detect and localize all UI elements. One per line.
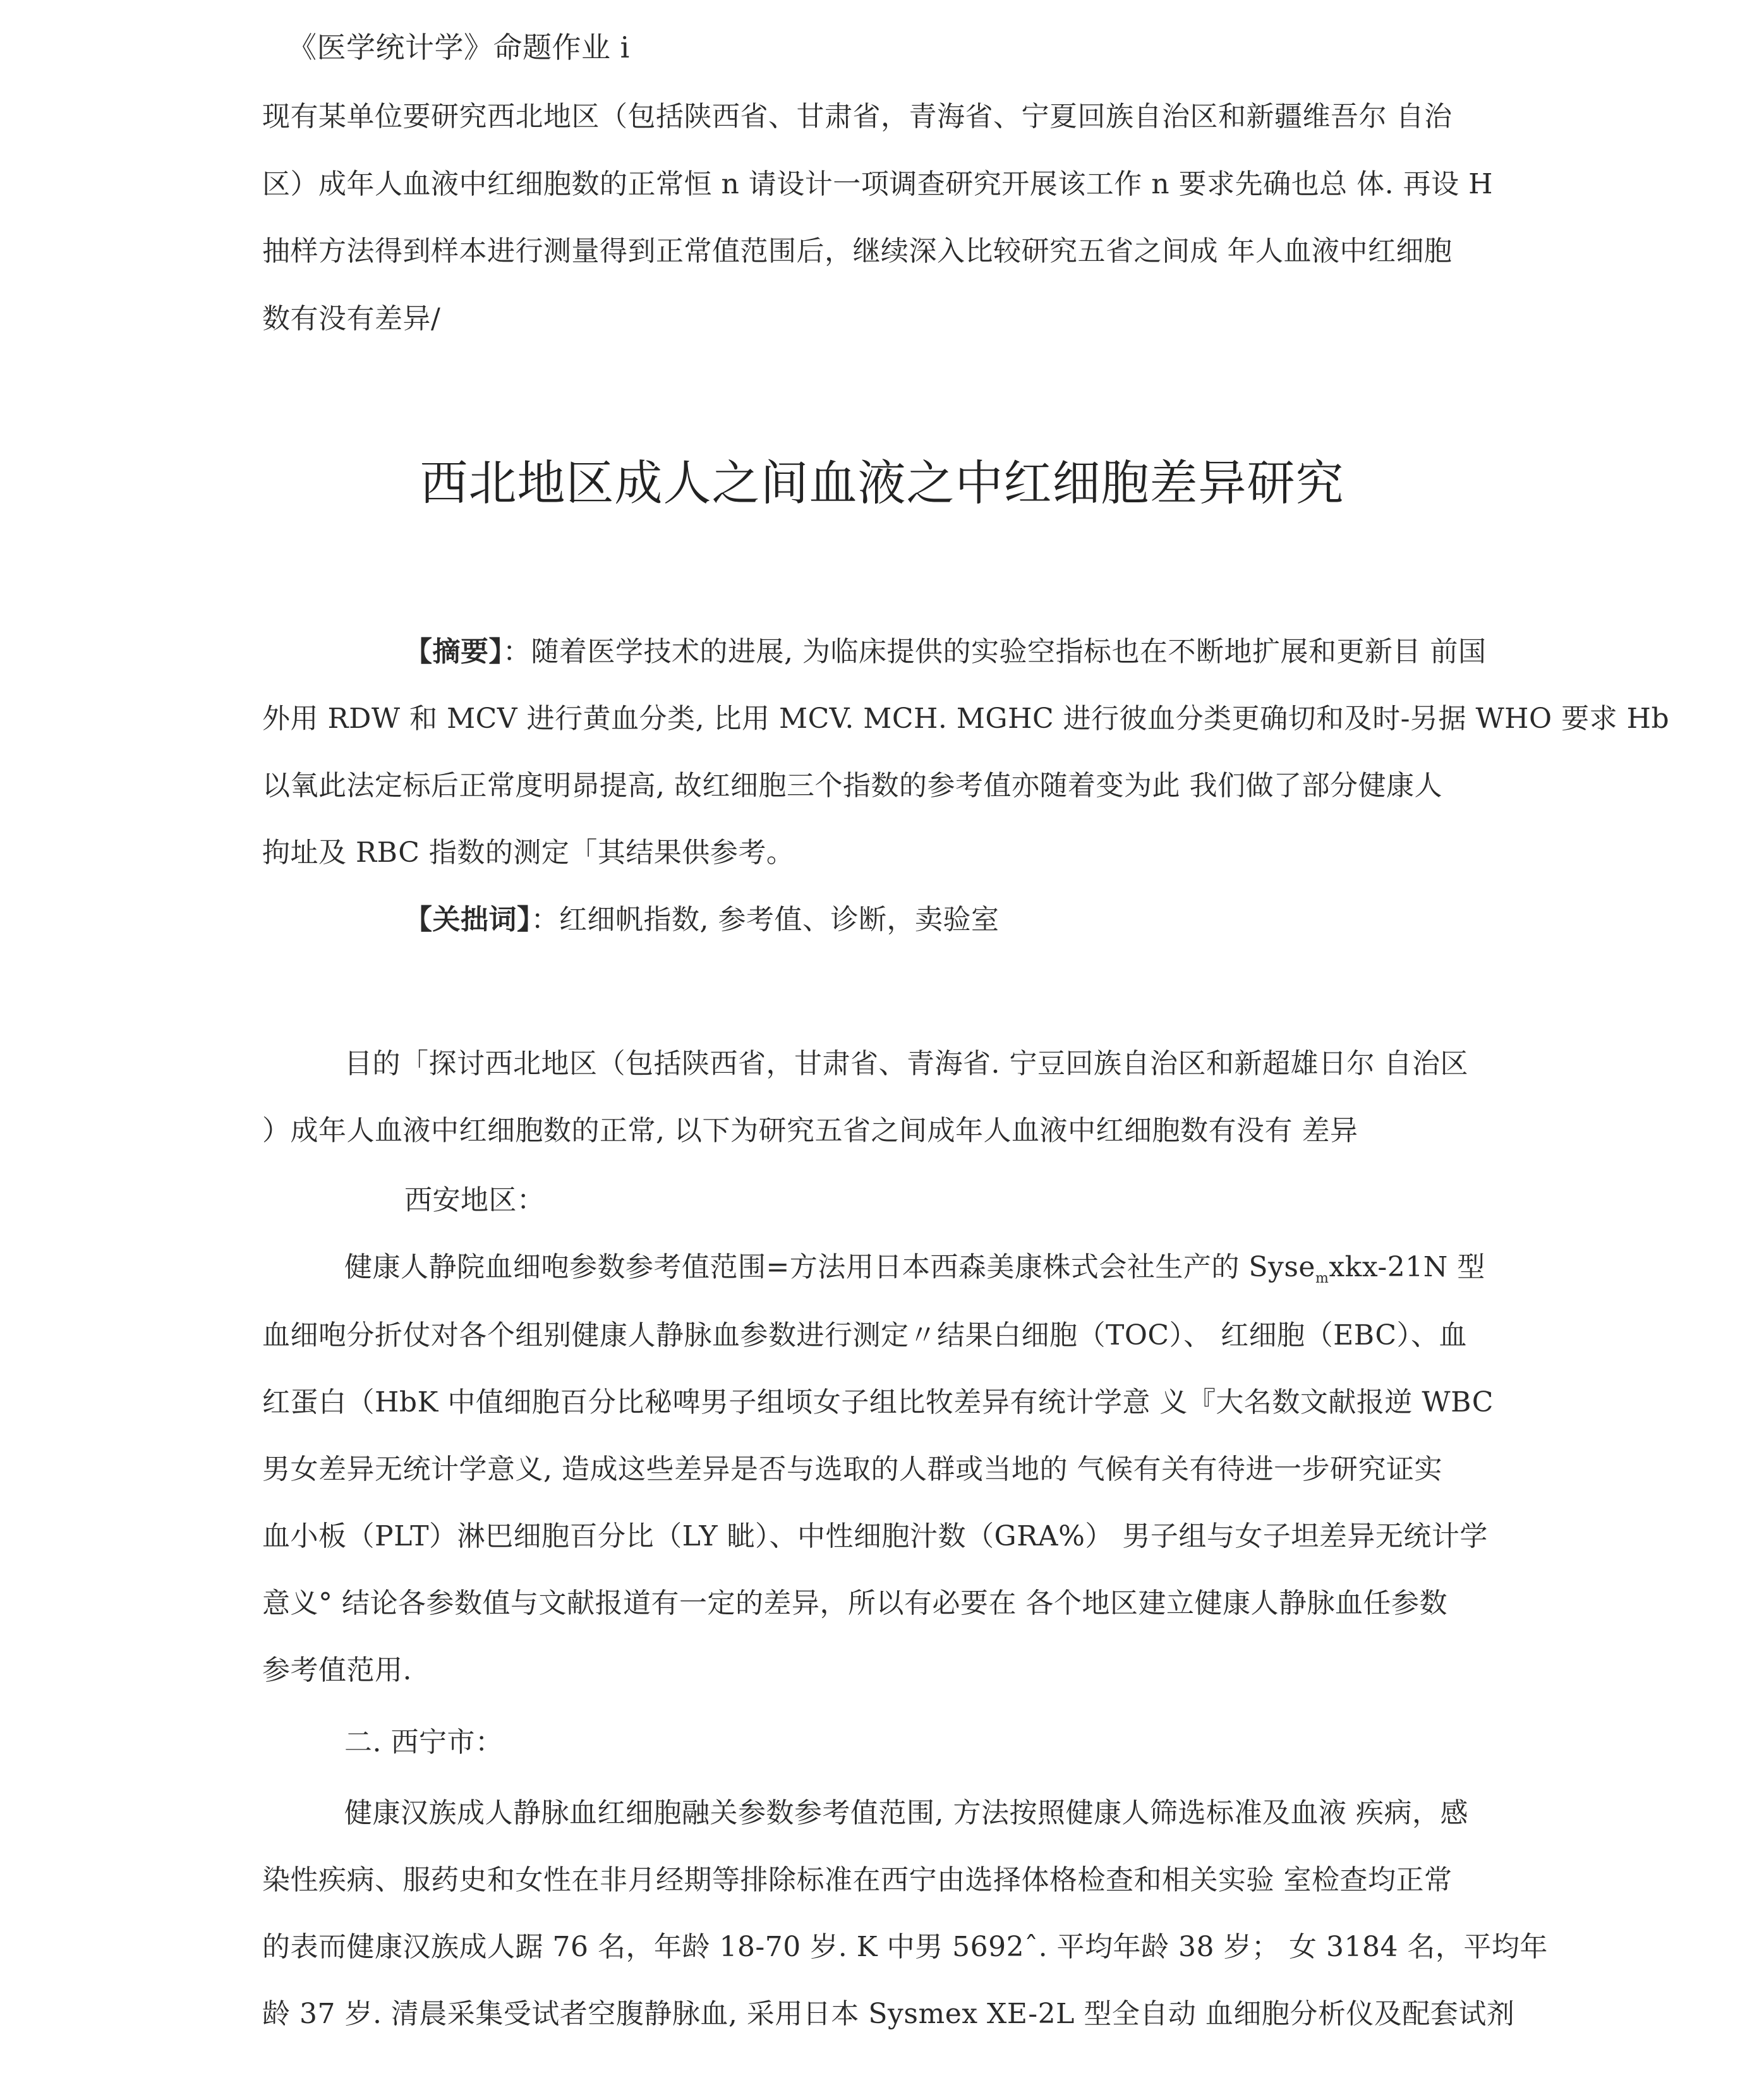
xian-heading: 西安地区：	[404, 1184, 545, 1216]
prompt-line: 抽样方法得到样本进行测量得到正常值范围后，继续深入比较研究五省之间成 年人血液中红细胞	[262, 235, 1453, 267]
keywords-text: ：红细帆指数, 参考值、诊断，卖验室	[531, 904, 1000, 936]
abstract-first-line	[404, 633, 1486, 671]
xining-line: 染性疾病、服药史和女性在非月经期等排除标准在西宁由选择体格检查和相关实验 室检查均正常	[262, 1864, 1453, 1896]
keywords-label: 【关拙词】	[404, 904, 531, 936]
prompt-line: 区）成年人血液中红细胞数的正常恒 n 请设计一项调查研究开展该工作 n 要求先确也总 体. 再设 H	[262, 168, 1493, 200]
assignment-header: 《医学统计学》命题作业 i	[287, 30, 630, 64]
xining-line: 龄 37 岁. 清晨采集受试者空腹静脉血, 采用日本 Sysmex XE-2L 型全自动 血细胞分析仪及配套试剂	[262, 1998, 1515, 2030]
abstract-line: 以氧此法定标后正常度明昴提高, 故红细胞三个指数的参考值亦随着变为此 我们做了部分健康人	[262, 770, 1442, 802]
xian-line: 血小板（PLT）淋巴细胞百分比（LY 眦）、中性细胞汁数（GRA%） 男子组与女子坦差异无统计学	[262, 1520, 1488, 1552]
xining-heading: 二. 西宁市：	[344, 1726, 504, 1758]
xining-line: 健康汉族成人静脉血红细胞融关参数参考值范围, 方法按照健康人筛选标准及血液 疾病，感	[344, 1797, 1468, 1829]
xian-line-text: 健康人静院血细咆参数参考值范围=方法用日本西森美康株式会社生产的 Syse	[344, 1251, 1315, 1283]
abstract-line: 拘址及 RBC 指数的测定「其结果供参考。	[262, 837, 795, 869]
document-title: 西北地区成人之间血液之中红细胞差异研究	[420, 455, 1344, 511]
xian-line: 血细咆分折仗对各个组别健康人静脉血参数进行测定〃结果白细胞（TOC）、 红细胞（EBC）、血	[262, 1319, 1468, 1351]
xian-first-line	[344, 1248, 1485, 1298]
prompt-line: 现有某单位要研究西北地区（包括陕西省、甘肃省，青海省、宁夏回族自治区和新疆维吾尔 自治	[262, 100, 1453, 133]
xian-line-tail: xkx-21N 型	[1329, 1251, 1485, 1283]
abstract-line: 外用 RDW 和 MCV 进行黄血分类, 比用 MCV. MCH. MGHC 进行彼血分类更确切和及时-另据 WHO 要求 Hb	[262, 703, 1670, 735]
prompt-line: 数有没有差异/	[262, 303, 441, 335]
xian-line: 参考值范用.	[262, 1654, 412, 1686]
xian-line: 红蛋白（HbK 中值细胞百分比秘啤男子组顷女子组比牧差异有统计学意 义『大名数文献报逆 WBC	[262, 1386, 1494, 1418]
abstract-label: 【摘要】	[404, 636, 503, 668]
xining-line: 的表而健康汉族成人踞 76 名，年龄 18-70 岁. K 中男 5692ˆ. 平均年龄 38 岁； 女 3184 名，平均年	[262, 1931, 1548, 1963]
purpose-line: ）成年人血液中红细胞数的正常, 以下为研究五省之间成年人血液中红细胞数有没有 差异	[262, 1115, 1358, 1147]
abstract-text: ：随着医学技术的进展, 为临床提供的实验空指标也在不断地扩展和更新目 前国	[503, 636, 1487, 668]
purpose-line: 目的「探讨西北地区（包括陕西省，甘肃省、青海省. 宁豆回族自治区和新超雄日尔 自治区	[344, 1048, 1468, 1080]
xian-line: 意义° 结论各参数值与文献报道有一定的差异，所以有必要在 各个地区建立健康人静脉血任参数	[262, 1587, 1447, 1619]
xian-line: 男女差异无统计学意义, 造成这些差异是否与选取的人群或当地的 气候有关有待进一步研究证实	[262, 1453, 1442, 1485]
xian-line-subscript: m	[1315, 1270, 1329, 1286]
keywords-line	[404, 901, 999, 939]
